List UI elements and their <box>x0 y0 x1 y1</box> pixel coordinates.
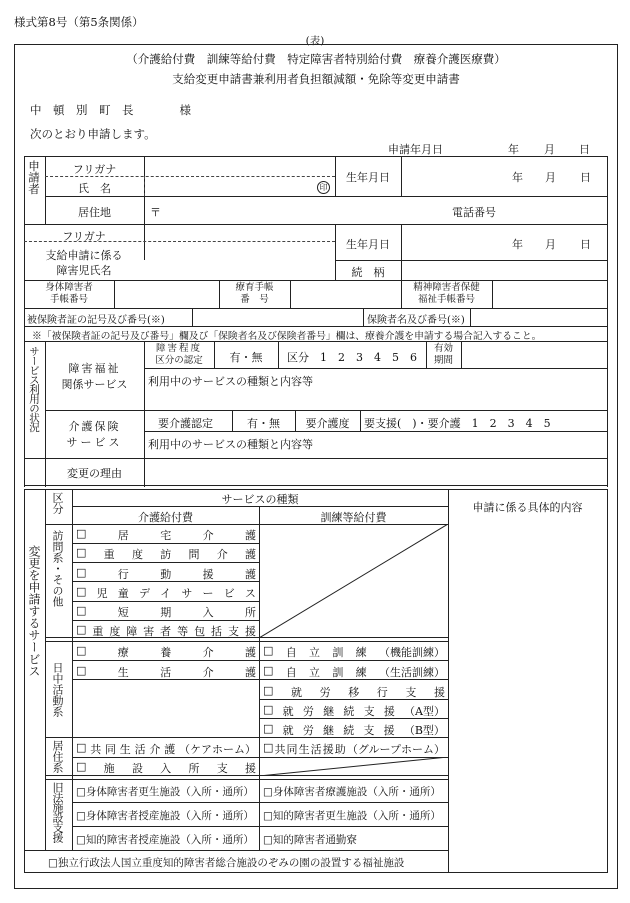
g1-item-2: □ 行 動 援 護 <box>76 566 256 581</box>
child-birth-year: 年 <box>512 238 523 251</box>
care-cert-label: 要介護認定 <box>158 417 213 430</box>
rule <box>72 562 259 563</box>
g3-right-0: □ 共 同 生 活 援 助 （グループホーム） <box>263 741 445 756</box>
welfare-service-label-1: 障害福祉 <box>68 362 121 375</box>
rule <box>360 410 361 431</box>
rule <box>461 341 462 368</box>
rule <box>24 224 608 225</box>
not-applicable-diagonal-2 <box>259 757 448 776</box>
kunren-header: 訓練等給付費 <box>320 511 387 524</box>
title-line2: 支給変更申請書兼利用者負担額減額・免除等変更申請書 <box>172 72 460 86</box>
g1-item-1: □ 重 度 訪 問 介 護 <box>76 546 256 561</box>
rule <box>24 341 608 342</box>
applicant-furigana-label: フリガナ <box>72 163 117 176</box>
g2-left-1: □ 生 活 介 護 <box>76 664 256 679</box>
child-furigana-label: フリガナ <box>62 230 106 243</box>
application-year: 年 <box>508 143 519 156</box>
rule <box>470 308 471 326</box>
level-has-none: 有・無 <box>229 351 263 364</box>
rule <box>278 341 279 368</box>
relation-label: 続 柄 <box>351 266 385 279</box>
applicant-name-label: 氏 名 <box>78 182 111 195</box>
rule <box>607 156 608 341</box>
rule <box>24 280 608 281</box>
applicant-section-label: 申請者 <box>27 160 41 195</box>
rule <box>144 368 608 369</box>
g4-left-0: □身体障害者更生施設（入所・通所） <box>76 786 254 798</box>
care-has-none: 有・無 <box>247 417 280 430</box>
rule <box>72 826 448 827</box>
rule <box>492 280 493 308</box>
g3-left-1: □ 施 設 入 所 支 援 <box>76 760 256 775</box>
kubun-header: 区分 <box>51 492 64 514</box>
addressee: 中 頓 別 町 長 様 <box>30 103 191 117</box>
care-insurance-label-2: サービス <box>66 436 123 449</box>
rule <box>72 660 448 661</box>
child-birthdate-label: 生年月日 <box>346 238 390 251</box>
rule <box>448 489 449 872</box>
group-residence-label: 居住系 <box>51 740 64 773</box>
rule <box>72 620 259 621</box>
rule <box>24 489 25 872</box>
rule <box>24 308 608 309</box>
care-insurance-label-1: 介護保険 <box>68 420 121 433</box>
g1-item-4: □ 短 期 入 所 <box>76 604 256 619</box>
rule <box>24 341 25 487</box>
applicant-birth-month: 月 <box>545 171 556 184</box>
g1-item-3: □ 児 童 デ イ サ ー ビ ス <box>76 585 256 600</box>
g1-item-5: □ 重 度 障 害 者 等 包 括 支 援 <box>76 623 256 638</box>
application-date-label: 申請年月日 <box>388 143 443 156</box>
applicant-birthdate-label: 生年月日 <box>346 171 390 184</box>
level-cert-label-1: 障害程度 <box>155 343 202 354</box>
insured-number-label: 被保険者証の記号及び番号(※) <box>27 315 165 326</box>
g4-right-1: □知的障害者更生施設（入所・通所） <box>263 810 441 822</box>
g2-right-3: □ 就 労 継 続 支 援 （A型） <box>263 703 445 718</box>
rule <box>144 431 608 432</box>
seal-mark <box>317 180 330 194</box>
seal-icon: 印 <box>317 181 330 194</box>
ryoiku-handbook-label-1: 療育手帳 <box>235 282 274 293</box>
postal-mark: 〒 <box>150 206 161 219</box>
intro-text: 次のとおり申請します。 <box>30 127 156 141</box>
rule <box>607 341 608 487</box>
rule <box>144 176 145 196</box>
service-types-header: サービスの種類 <box>221 493 299 506</box>
care-level-label: 要介護度 <box>305 417 350 430</box>
g2-right-4: □ 就 労 継 続 支 援 （B型） <box>263 722 445 737</box>
rule <box>401 224 402 280</box>
physical-handbook-label-2: 手帳番号 <box>49 294 88 305</box>
form-number: 様式第8号（第5条関係） <box>14 15 144 29</box>
child-name-label-2: 障害児氏名 <box>56 264 112 277</box>
rule <box>24 156 608 157</box>
applicant-address-label: 居住地 <box>78 206 111 219</box>
rule <box>192 308 193 326</box>
not-applicable-diagonal <box>259 524 448 638</box>
details-header: 申請に係る具体的内容 <box>472 501 583 514</box>
insurance-note: ※「被保険者証の記号及び番号」欄及び「保険者名及び保険者番号」欄は、療養介護を申請する場合記入すること。 <box>32 331 542 342</box>
care-support-scale: 要支援( )・要介護 1 2 3 4 5 <box>364 417 551 430</box>
g4-left-2: □知的障害者授産施設（入所・通所） <box>76 834 254 846</box>
rule <box>45 489 46 850</box>
rule <box>72 802 448 803</box>
child-name-label-1: 支給申請に係る <box>45 249 123 262</box>
rule <box>72 601 259 602</box>
g2-right-0: □ 自 立 訓 練 （機能訓練） <box>263 644 445 659</box>
level-cert-label-2: 区分の認定 <box>155 355 203 366</box>
g1-item-0: □ 居 宅 介 護 <box>76 527 256 542</box>
child-birth-month: 月 <box>545 238 556 251</box>
reason-label: 変更の理由 <box>67 467 122 480</box>
applicant-birth-day: 日 <box>580 171 591 184</box>
mental-handbook-label-2: 福祉手帳番号 <box>417 294 475 305</box>
title-line1: （介護給付費 訓練等給付費 特定障害者特別給付費 療養介護医療費） <box>126 52 506 66</box>
group-old-law-label: 旧法施設支援 <box>51 782 64 842</box>
welfare-service-label-2: 関係サービス <box>61 378 128 391</box>
status-section-label: サービス利用の状況 <box>28 346 40 432</box>
rule <box>24 326 608 327</box>
g4-left-1: □身体障害者授産施設（入所・通所） <box>76 810 254 822</box>
rule <box>72 543 259 544</box>
kaigo-header: 介護給付費 <box>138 511 193 524</box>
nozomi-item: □独立行政法人国立重度知的障害者総合施設のぞみの園の設置する福祉施設 <box>48 857 405 869</box>
care-in-use-label: 利用中のサービスの種類と内容等 <box>148 438 313 451</box>
rule <box>363 308 364 326</box>
application-month: 月 <box>544 143 555 156</box>
valid-period-label-2: 期間 <box>433 355 453 366</box>
rule <box>290 280 291 308</box>
kubun-scale: 区分 1 2 3 4 5 6 <box>287 351 417 364</box>
child-birth-day: 日 <box>580 238 591 251</box>
physical-handbook-label-1: 身体障害者 <box>45 282 93 293</box>
rule <box>335 260 608 261</box>
group-visit-label: 訪問系・その他 <box>51 530 64 607</box>
insurer-label: 保険者名及び番号(※) <box>367 315 465 326</box>
rule <box>24 850 448 851</box>
change-section-label: 変更を申請するサービス <box>27 545 41 677</box>
g3-left-0: □ 共 同 生 活 介 護 （ケアホーム） <box>76 741 256 756</box>
rule <box>24 872 608 873</box>
welfare-in-use-label: 利用中のサービスの種類と内容等 <box>148 375 313 388</box>
rule <box>144 156 145 260</box>
rule <box>114 280 115 308</box>
group-day-label: 日中活動系 <box>51 662 64 717</box>
rule <box>607 489 608 872</box>
g4-right-0: □身体障害者療護施設（入所・通所） <box>263 786 441 798</box>
valid-period-label-1: 有効 <box>433 343 453 354</box>
applicant-birth-year: 年 <box>512 171 523 184</box>
g2-right-1: □ 自 立 訓 練 （生活訓練） <box>263 664 445 679</box>
rule <box>24 458 608 459</box>
rule <box>45 196 608 197</box>
rule <box>401 156 402 196</box>
application-day: 日 <box>579 143 590 156</box>
rule <box>45 410 608 411</box>
g2-left-0: □ 療 養 介 護 <box>76 644 256 659</box>
mental-handbook-label-1: 精神障害者保健 <box>413 282 480 293</box>
phone-label: 電話番号 <box>452 206 496 219</box>
rule <box>24 485 608 490</box>
g2-right-2: □ 就 労 移 行 支 援 <box>263 684 445 699</box>
ryoiku-handbook-label-2: 番 号 <box>240 294 269 305</box>
g4-right-2: □知的障害者通勤寮 <box>263 834 357 846</box>
side-label: (表) <box>305 35 325 47</box>
